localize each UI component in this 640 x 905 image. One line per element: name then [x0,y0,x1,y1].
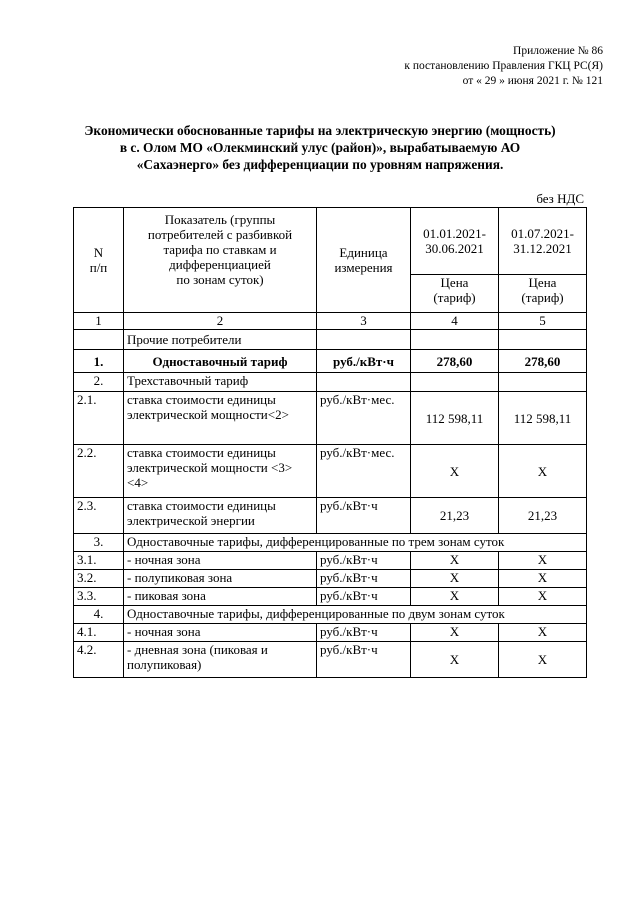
header-number-line-1: N [93,245,104,260]
price-2-line-1: Цена [528,275,557,290]
row-value-1: X [411,570,499,588]
row-unit: руб./кВт·ч [317,350,411,373]
row-number: 2.2. [74,445,124,498]
row-value-1: 112 598,11 [411,392,499,445]
row-value-2: X [499,570,587,588]
row-value-1: X [411,445,499,498]
row-name: Трехставочный тариф [124,373,317,392]
table-row [74,498,587,534]
header-period-2 [499,208,587,275]
table-row [74,624,587,642]
header-number-line-2: п/п [89,260,108,275]
header-indicator-line: дифференциацией [169,257,271,272]
vat-note: без НДС [536,191,584,206]
title-line-2: в с. Олом МО «Олекминский улус (район)», вырабатываемую АО [119,140,521,155]
row-number: 2. [74,373,124,392]
row-unit: руб./кВт·ч [317,498,411,534]
row-unit: руб./кВт·мес. [317,445,411,498]
row-name: ставка стоимости единицы электрической мощности <3><4> [124,445,317,498]
title-line-1: Экономически обоснованные тарифы на электрическую энергию (мощность) [84,123,556,138]
header-indicator-line: Показатель (группы [164,212,276,227]
price-2-line-2: (тариф) [521,290,564,305]
section-row [74,534,587,552]
row-name: - пиковая зона [124,588,317,606]
header-row [74,208,587,275]
row-number: 2.1. [74,392,124,445]
appendix-line-2: к постановлению Правления ГКЦ РС(Я) [404,60,603,72]
period-2-end: 31.12.2021 [513,241,572,256]
header-indicator-line: тарифа по ставкам и [163,242,277,257]
row-unit: руб./кВт·ч [317,552,411,570]
header-number [74,208,124,313]
row-number: 3.2. [74,570,124,588]
column-number: 1 [74,313,124,330]
row-value-1: X [411,552,499,570]
header-indicator-line: по зонам суток) [176,272,264,287]
document-title [40,122,600,173]
table-row [74,350,587,373]
row-unit: руб./кВт·ч [317,588,411,606]
period-1-end: 30.06.2021 [425,241,484,256]
row-value-1: X [411,588,499,606]
row-value-2: X [499,552,587,570]
row-value-2: X [499,588,587,606]
header-period-1 [411,208,499,275]
group-row [74,330,587,350]
group-unit-cell [317,330,411,350]
row-value-2: X [499,624,587,642]
row-unit: руб./кВт·мес. [317,392,411,445]
row-value-2 [499,373,587,392]
row-number: 3. [74,534,124,552]
table-row [74,570,587,588]
row-name: - ночная зона [124,624,317,642]
table-row [74,373,587,392]
row-name: - полупиковая зона [124,570,317,588]
row-name: - ночная зона [124,552,317,570]
column-number: 4 [411,313,499,330]
row-value-2: X [499,445,587,498]
section-name: Одноставочные тарифы, дифференцированные по трем зонам суток [124,534,587,552]
table-row [74,588,587,606]
header-price-1 [411,275,499,313]
row-unit: руб./кВт·ч [317,642,411,678]
row-value-2: 112 598,11 [499,392,587,445]
row-unit: руб./кВт·ч [317,570,411,588]
group-number-cell [74,330,124,350]
title-line-3: «Сахаэнерго» без дифференциации по уровням напряжения. [136,157,504,172]
header-unit [317,208,411,313]
group-value-cell [499,330,587,350]
row-name: ставка стоимости единицы электрической энергии [124,498,317,534]
row-name: Одноставочный тариф [124,350,317,373]
period-1-start: 01.01.2021- [423,226,486,241]
section-name: Одноставочные тарифы, дифференцированные по двум зонам суток [124,606,587,624]
row-value-2: 278,60 [499,350,587,373]
row-value-1: 21,23 [411,498,499,534]
appendix-line-1: Приложение № 86 [513,45,603,57]
price-1-line-2: (тариф) [433,290,476,305]
group-value-cell [411,330,499,350]
period-2-start: 01.07.2021- [511,226,574,241]
row-unit: руб./кВт·ч [317,624,411,642]
row-number: 4. [74,606,124,624]
group-label: Прочие потребители [124,330,317,350]
header-indicator-line: потребителей с разбивкой [147,227,293,242]
appendix-note [404,44,603,89]
row-value-1 [411,373,499,392]
table-row [74,445,587,498]
row-name: - дневная зона (пиковая и полупиковая) [124,642,317,678]
row-name: ставка стоимости единицы электрической мощности<2> [124,392,317,445]
column-number: 2 [124,313,317,330]
tariff-table [73,207,587,678]
row-value-2: X [499,642,587,678]
row-number: 2.3. [74,498,124,534]
row-value-1: X [411,642,499,678]
table-row [74,392,587,445]
row-number: 4.1. [74,624,124,642]
row-number: 1. [74,350,124,373]
row-number: 3.1. [74,552,124,570]
row-value-2: 21,23 [499,498,587,534]
section-row [74,606,587,624]
row-value-1: X [411,624,499,642]
table-row [74,552,587,570]
price-1-line-1: Цена [440,275,469,290]
row-value-1: 278,60 [411,350,499,373]
row-number: 3.3. [74,588,124,606]
table-row [74,642,587,678]
row-number: 4.2. [74,642,124,678]
column-number: 5 [499,313,587,330]
header-indicator [124,208,317,313]
appendix-line-3: от « 29 » июня 2021 г. № 121 [462,75,603,87]
column-numbers-row [74,313,587,330]
header-price-2 [499,275,587,313]
column-number: 3 [317,313,411,330]
row-unit [317,373,411,392]
header-unit-line-1: Единица [339,245,388,260]
header-unit-line-2: измерения [334,260,393,275]
